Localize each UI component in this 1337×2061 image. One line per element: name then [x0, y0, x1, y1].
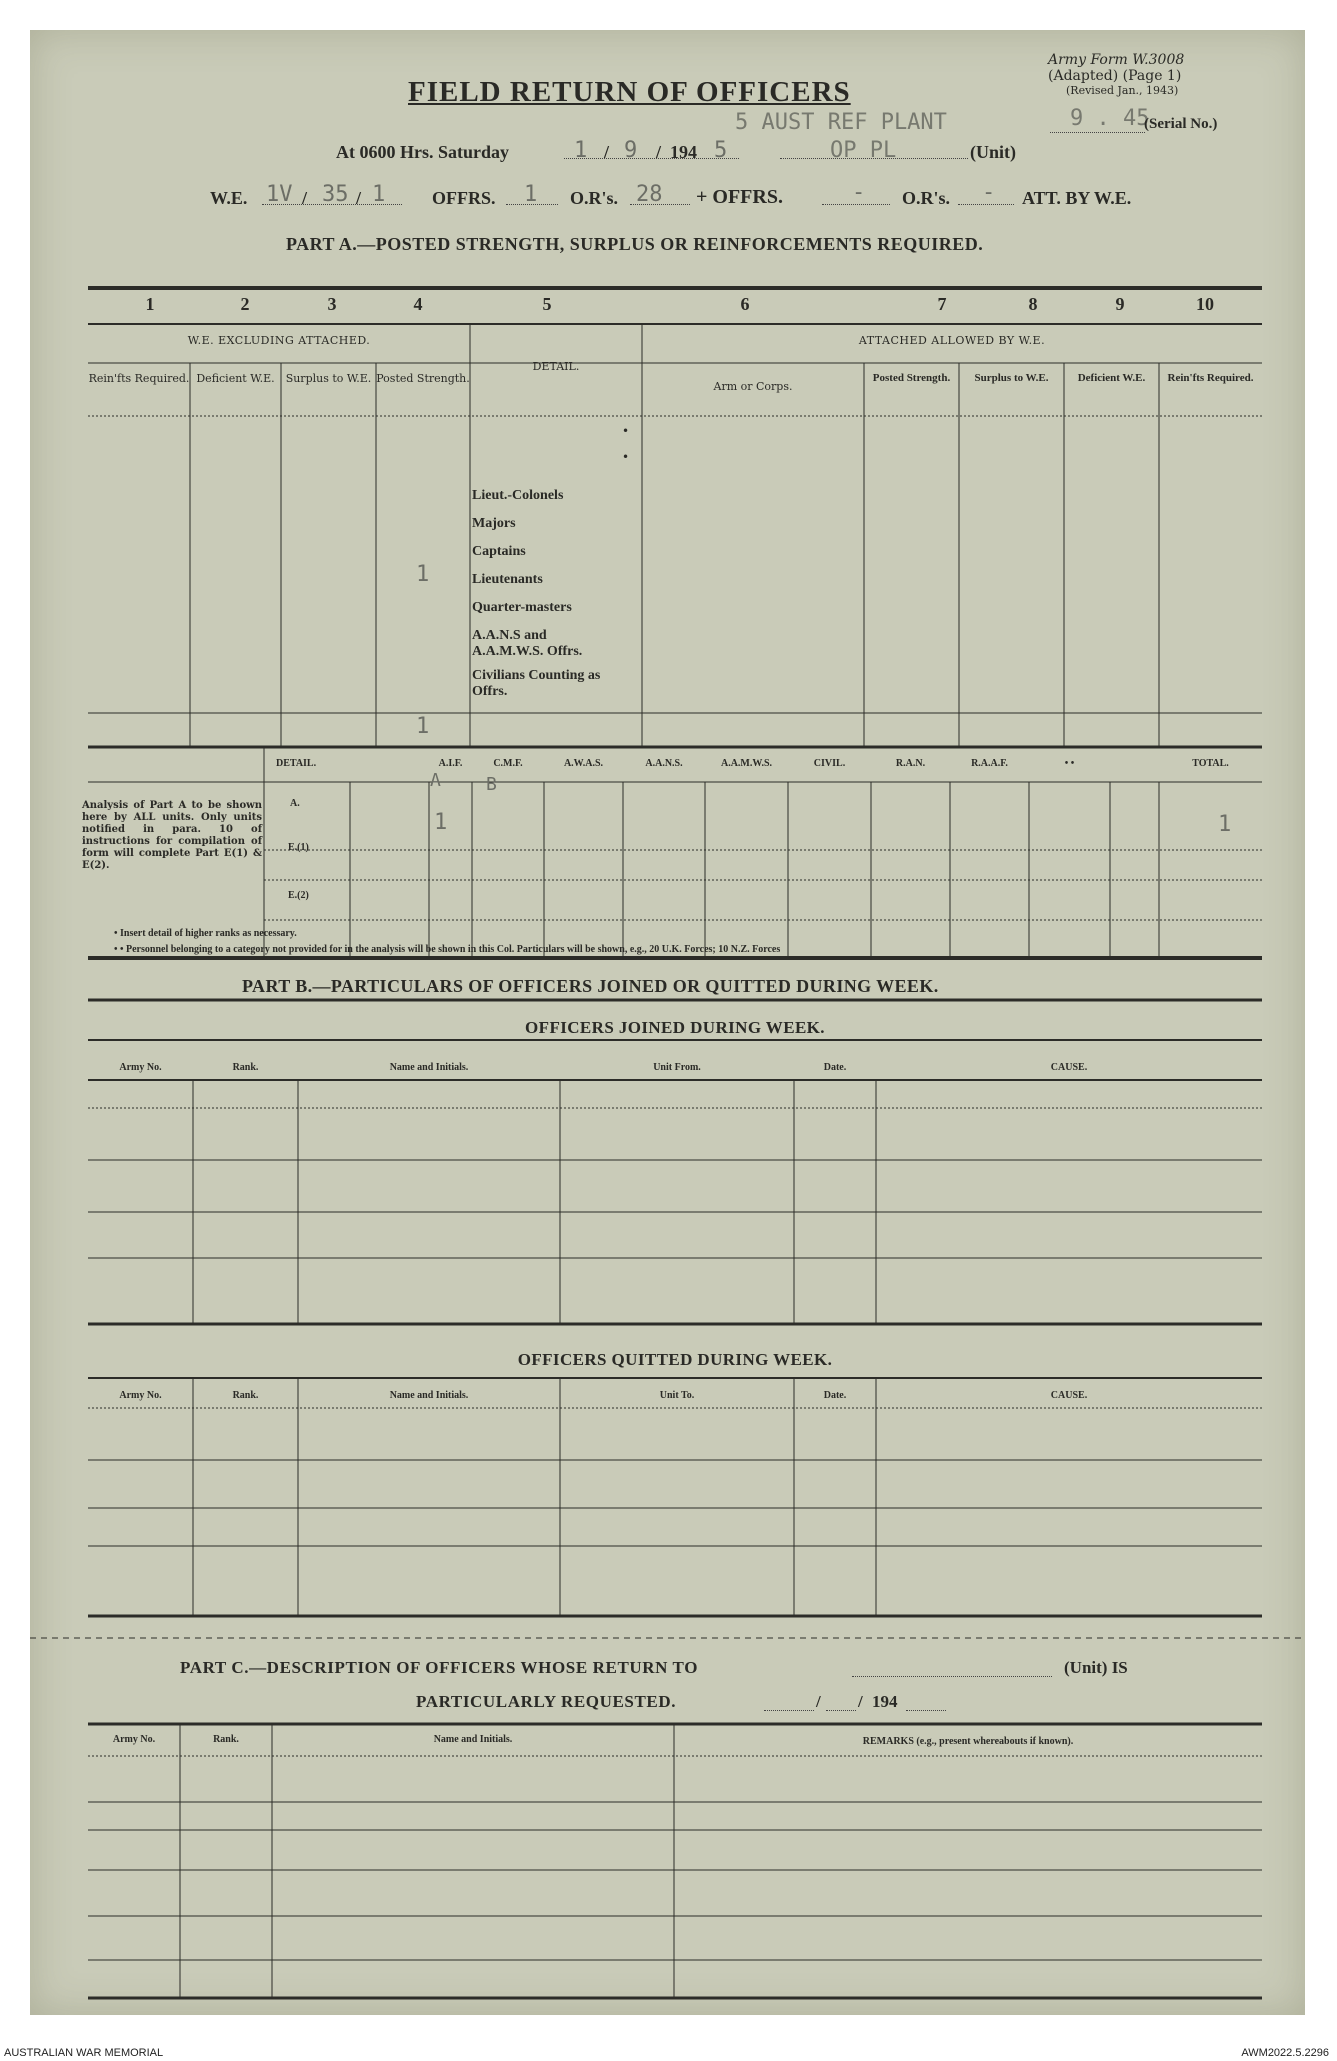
rank-list — [472, 482, 642, 700]
footer-right: AWM2022.5.2296 — [1241, 2047, 1329, 2059]
offrs-value: 1 — [524, 182, 538, 207]
col-num-4: 4 — [413, 294, 423, 314]
part-c-col-rank: Rank. — [213, 1734, 239, 1745]
part-a-title: PART A.—POSTED STRENGTH, SURPLUS OR REINFORCEMENTS REQUIRED. — [286, 234, 984, 254]
attached-allowed-header: ATTACHED ALLOWED BY W.E. — [858, 334, 1046, 347]
part-c-unit-dots — [852, 1676, 1052, 1677]
footnote-2: • • Personnel belonging to a category not provided for in the analysis will be shown in this Col. Particulars will be shown, e.g., 20 U.K. Forces; 10 N.Z. Forces — [114, 944, 781, 955]
detail-header: DETAIL. — [532, 360, 580, 373]
part-c-date-dots-2 — [826, 1710, 856, 1711]
date-year-prefix: 194 — [670, 142, 697, 162]
footnote-1: • Insert detail of higher ranks as necessary. — [114, 928, 297, 939]
we-label: W.E. — [210, 188, 248, 208]
date-day: 1 — [574, 138, 588, 163]
form-title: FIELD RETURN OF OFFICERS — [408, 76, 851, 108]
part-c-title-2: PARTICULARLY REQUESTED. — [416, 1692, 677, 1711]
at-time-label: At 0600 Hrs. Saturday — [336, 142, 510, 162]
rank-captains: Captains — [472, 544, 526, 559]
arm-corps-header: Arm or Corps. — [713, 380, 793, 393]
analysis-row-e1: E.(1) — [288, 842, 309, 853]
col-raaf: R.A.A.F. — [971, 758, 1008, 769]
analysis-note: Analysis of Part A to be shown here by ALL units. Only units notified in para. 10 of instructions for compilation of form will complete Part E(1) & E(2). — [82, 800, 262, 871]
col-num-10: 10 — [1196, 294, 1214, 314]
col-aamws: A.A.M.W.S. — [720, 758, 773, 769]
quitted-col-unit-to: Unit To. — [659, 1390, 695, 1401]
col-num-7: 7 — [937, 294, 947, 314]
quitted-col-name: Name and Initials. — [389, 1390, 469, 1401]
analysis-row-e2: E.(2) — [288, 890, 309, 901]
form-sheet: Army Form W.3008 (Adapted) (Page 1) (Revised Jan., 1943) FIELD RETURN OF OFFICERS 5 AUST REF PLANT 9 . 45 (Serial No.) At 0600 Hrs. Saturday 1 / 9 / 194 5 OP PL (Unit) W.E. 1V / 35 / 1 OFFRS. 1 O.R's. 28 + OFFRS. - O.R's. - ATT. BY W.E. PART A.—POSTED STRENGTH, SURPLUS OR REINFORCEMENTS REQUIRED. 1 2 3 4 5 6 7 8 9 10 W.E. EXCLUDING ATTACHED. ATTACHED ALLOWED BY W.E. DETAIL. Rein'fts Required. Deficient W.E. Surplus to W.E. Posted Strength. Arm or Corps. Posted Strength. Surplus to W.E. Deficient W.E. Rein'fts Required. • • Lieut.-Colonels Majors Captains Lieutenants Quarter-masters A.A.N.S and A.A.M.W.S. Offrs. Civilians Counting as Offrs. 1 1 Analysis of Part A to be shown here by ALL units. Only units notified in para. 10 of instructions for compilation of form will complete Part E(1) & E(2). DETAIL. A. E.(1) E.(2) A.I.F. C.M.F. A.W.A.S. A.A.N.S. A.A.M.W.S. CIVIL. R.A.N. R.A.A.F. • • TOTAL. A B 1 1 • Insert detail of higher ranks as necessary. • • Personnel belonging to a category not provided for in the analysis will be shown in this Col. Particulars will be shown, e.g., 20 U.K. Forces; 10 N.Z. Forces PART B.—PARTICULARS OF OFFICERS JOINED OR QUITTED DURING WEEK. OFFICERS JOINED DURING WEEK. Army No. Rank. Name and Initials. Unit From. Date. CAUSE. OFFICERS QUITTED DURING WEEK. Army No. Rank. Name and Initials. Unit To. Date. CAUSE. PART C.—DESCRIPTION OF OFFICERS WHOSE RETURN TO (Unit) IS PARTICULARLY REQUESTED. / / 194 Army No. Rank. Name and Initials. REMARKS (e.g., present whereabouts if known). — [30, 30, 1305, 2015]
ors-value: 28 — [636, 182, 663, 207]
col-num-9: 9 — [1115, 294, 1125, 314]
rank-civilians: Civilians Counting as Offrs. — [472, 668, 601, 699]
revised-label: (Revised Jan., 1943) — [1066, 84, 1179, 97]
col-num-5: 5 — [542, 294, 552, 314]
col-num-8: 8 — [1028, 294, 1038, 314]
col-other: • • — [1064, 758, 1075, 769]
we-excluding-header: W.E. EXCLUDING ATTACHED. — [187, 334, 371, 347]
col-civil: CIVIL. — [813, 758, 846, 769]
unit-typed: 5 AUST REF PLANT — [735, 110, 947, 135]
analysis-detail-header: DETAIL. — [276, 758, 317, 769]
aif-sub-b: B — [486, 774, 497, 795]
serial-label: (Serial No.) — [1144, 116, 1218, 132]
rank-majors: Majors — [472, 516, 516, 531]
joined-col-date: Date. — [823, 1062, 847, 1073]
att-deficient-header: Deficient W.E. — [1077, 372, 1146, 384]
col-cmf: C.M.F. — [493, 758, 523, 769]
quitted-col-date: Date. — [823, 1390, 847, 1401]
part-c-date-dots-1 — [764, 1710, 814, 1711]
rank-aans: A.A.N.S and A.A.M.W.S. Offrs. — [472, 628, 583, 659]
rank-lieutenants: Lieutenants — [472, 572, 543, 587]
joined-col-army-no: Army No. — [119, 1062, 162, 1073]
part-c-date-dots-3 — [906, 1710, 946, 1711]
unit-value: OP PL — [830, 138, 897, 163]
quitted-title: OFFICERS QUITTED DURING WEEK. — [517, 1350, 833, 1369]
joined-col-name: Name and Initials. — [389, 1062, 469, 1073]
adapted-label: (Adapted) (Page 1) — [1048, 68, 1182, 84]
part-b-title: PART B.—PARTICULARS OF OFFICERS JOINED OR QUITTED DURING WEEK. — [242, 976, 939, 996]
we-part3: 1 — [372, 182, 386, 207]
plus-ors-label: O.R's. — [902, 188, 951, 208]
col-num-2: 2 — [240, 294, 250, 314]
att-surplus-header: Surplus to W.E. — [974, 372, 1049, 384]
part-c-col-army-no: Army No. — [112, 1734, 156, 1745]
quitted-col-cause: CAUSE. — [1050, 1390, 1088, 1401]
part-c-title-1: PART C.—DESCRIPTION OF OFFICERS WHOSE RETURN TO — [180, 1658, 699, 1677]
plus-offrs-label: + OFFRS. — [696, 186, 783, 208]
rank-lieut-colonels: Lieut.-Colonels — [472, 488, 564, 503]
part-c-unit-is: (Unit) IS — [1064, 1658, 1128, 1677]
quitted-col-army-no: Army No. — [119, 1390, 162, 1401]
part-c-col-remarks: REMARKS (e.g., present whereabouts if known). — [862, 1736, 1074, 1747]
col-num-1: 1 — [145, 294, 155, 314]
part-c-date-194: 194 — [872, 1692, 898, 1711]
joined-title: OFFICERS JOINED DURING WEEK. — [525, 1018, 825, 1037]
aif-sub-a: A — [430, 770, 441, 791]
col-num-3: 3 — [327, 294, 337, 314]
att-label: ATT. BY W.E. — [1022, 188, 1132, 208]
total-posted-value: 1 — [416, 714, 430, 739]
att-reinfts-header: Rein'fts Required. — [1167, 372, 1254, 384]
lieutenants-posted-value: 1 — [416, 562, 430, 587]
col-num-6: 6 — [740, 294, 750, 314]
col-total: TOTAL. — [1192, 758, 1229, 769]
joined-col-rank: Rank. — [232, 1062, 259, 1073]
posted-strength-header: Posted Strength. — [376, 372, 470, 385]
we-part1: 1V — [266, 182, 293, 207]
joined-col-cause: CAUSE. — [1050, 1062, 1088, 1073]
footer-left: AUSTRALIAN WAR MEMORIAL — [4, 2047, 164, 2059]
unit-label: (Unit) — [970, 142, 1016, 162]
plus-offrs-value: - — [852, 180, 866, 205]
part-c-col-name: Name and Initials. — [433, 1734, 513, 1745]
total-a-value: 1 — [1218, 812, 1232, 837]
column-numbers — [90, 294, 1262, 320]
col-aif: A.I.F. — [438, 758, 463, 769]
date-year-suffix: 5 — [714, 138, 728, 163]
deficient-we-header: Deficient W.E. — [196, 372, 275, 385]
joined-col-unit-from: Unit From. — [653, 1062, 701, 1073]
reinfts-required-header: Rein'fts Required. — [88, 372, 190, 385]
we-part2: 35 — [322, 182, 349, 207]
plus-ors-value: - — [982, 180, 996, 205]
surplus-we-header: Surplus to W.E. — [285, 372, 372, 385]
att-posted-strength-header: Posted Strength. — [872, 372, 951, 384]
date-month: 9 — [624, 138, 638, 163]
offrs-label: OFFRS. — [432, 188, 496, 208]
analysis-row-a: A. — [290, 798, 300, 809]
col-aans: A.A.N.S. — [645, 758, 683, 769]
rank-quarter-masters: Quarter-masters — [472, 600, 572, 615]
col-ran: R.A.N. — [895, 758, 926, 769]
aif-a-value: 1 — [434, 810, 448, 835]
col-awas: A.W.A.S. — [563, 758, 604, 769]
army-form-number: Army Form W.3008 — [1048, 52, 1185, 68]
quitted-col-rank: Rank. — [232, 1390, 259, 1401]
ors-label: O.R's. — [570, 188, 619, 208]
serial-value: 9 . 45 — [1070, 106, 1150, 131]
